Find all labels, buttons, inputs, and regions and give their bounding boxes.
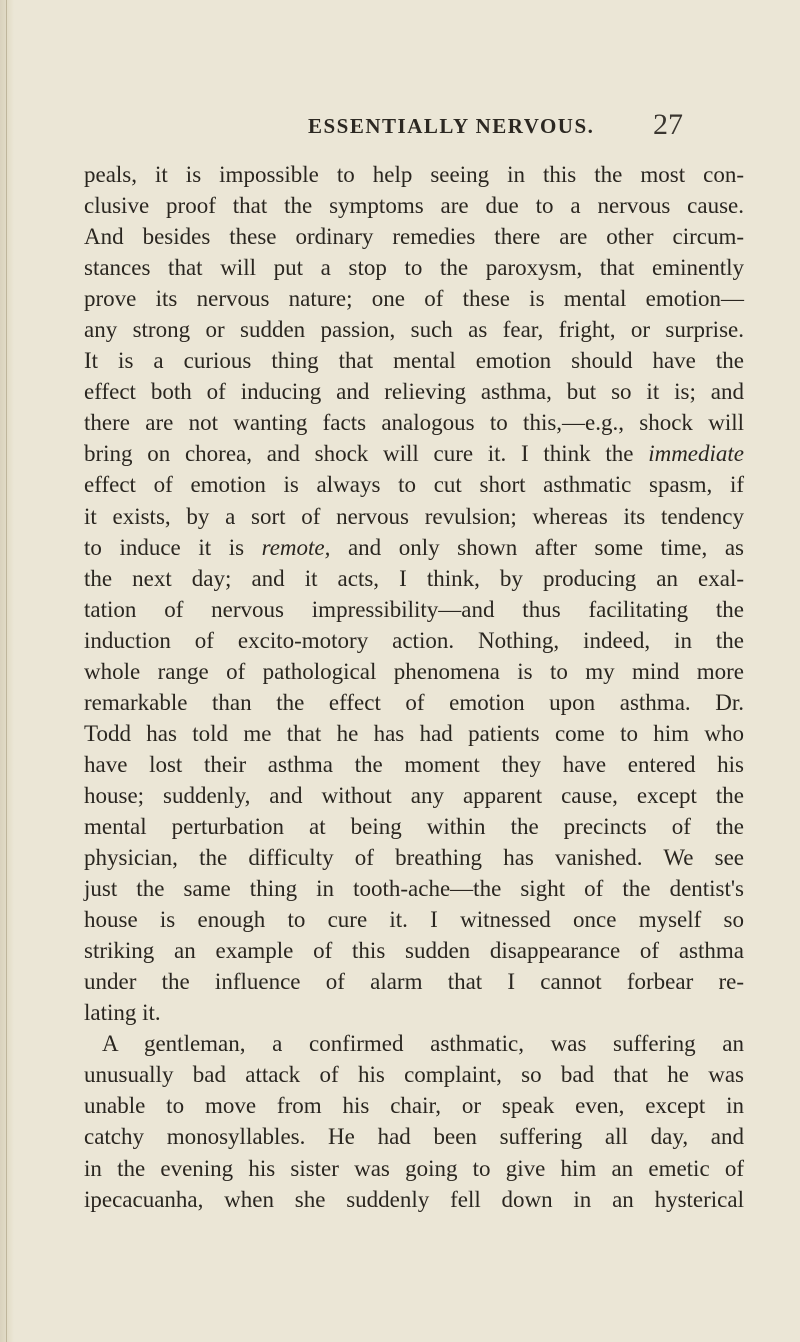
- text-line: house is enough to cure it. I witnessed once myself so: [84, 907, 744, 933]
- text-line: striking an example of this sudden disappearance of asthma: [84, 938, 744, 964]
- running-head-title: ESSENTIALLY NERVOUS.: [308, 114, 595, 138]
- text-line: remarkable than the effect of emotion upon asthma. Dr.: [84, 689, 744, 715]
- text-line: peals, it is impossible to help seeing in this the most con-: [84, 162, 744, 187]
- text-line: induction of excito-motory action. Nothing, indeed, in the: [84, 627, 744, 653]
- page-number: 27: [653, 108, 683, 141]
- text-line: any strong or sudden passion, such as fear, fright, or surprise.: [84, 317, 744, 343]
- text-line: effect both of inducing and relieving asthma, but so it is; and: [84, 379, 744, 405]
- italic-run: remote,: [261, 534, 331, 560]
- text-line: mental perturbation at being within the precincts of the: [84, 813, 744, 839]
- text-line: tation of nervous impressibility—and thus facilitating the: [84, 596, 744, 622]
- text-run: and only shown after some time, as: [330, 534, 744, 560]
- page-edge: [0, 0, 14, 1342]
- text-line: unusually bad attack of his complaint, so bad that he was: [84, 1062, 744, 1088]
- text-line: clusive proof that the symptoms are due to a nervous cause.: [84, 193, 744, 219]
- text-line: just the same thing in tooth-ache—the sight of the dentist's: [84, 876, 744, 902]
- text-line: prove its nervous nature; one of these is mental emotion—: [84, 286, 744, 312]
- text-line: catchy monosyllables. He had been suffering all day, and: [84, 1124, 744, 1150]
- text-line: whole range of pathological phenomena is to my mind more: [84, 658, 744, 684]
- text-line: in the evening his sister was going to give him an emetic of: [84, 1155, 744, 1181]
- text-line: ipecacuanha, when she suddenly fell down in an hysterical: [84, 1186, 744, 1212]
- binding-gutter-line: [6, 0, 7, 1342]
- text-line: Todd has told me that he has had patients come to him who: [84, 720, 744, 746]
- running-head: [0, 108, 800, 142]
- text-line: under the influence of alarm that I cannot forbear re-: [84, 969, 744, 995]
- text-line: effect of emotion is always to cut short asthmatic spasm, if: [84, 472, 744, 498]
- text-line: It is a curious thing that mental emotion should have the: [84, 348, 744, 374]
- text-line: unable to move from his chair, or speak even, except in: [84, 1093, 744, 1119]
- text-line: A gentleman, a confirmed asthmatic, was suffering an: [102, 1031, 744, 1057]
- text-line: there are not wanting facts analogous to this,—e.g., shock will: [84, 410, 744, 436]
- body-text: [84, 159, 744, 1215]
- text-line: house; suddenly, and without any apparent cause, except the: [84, 782, 744, 808]
- italic-run: immediate: [648, 441, 744, 467]
- text-line: [84, 438, 744, 469]
- text-line: physician, the difficulty of breathing has vanished. We see: [84, 845, 744, 871]
- text-line: lating it.: [84, 1000, 161, 1026]
- text-line: [84, 532, 744, 563]
- text-run: to induce it is: [84, 534, 262, 560]
- text-line: stances that will put a stop to the paroxysm, that eminently: [84, 255, 744, 281]
- text-line: it exists, by a sort of nervous revulsion; whereas its tendency: [84, 503, 744, 529]
- text-run: bring on chorea, and shock will cure it. I think the: [84, 441, 649, 467]
- text-line: And besides these ordinary remedies there are other circum-: [84, 224, 744, 250]
- text-line: the next day; and it acts, I think, by producing an exal-: [84, 565, 744, 591]
- text-line: have lost their asthma the moment they have entered his: [84, 751, 744, 777]
